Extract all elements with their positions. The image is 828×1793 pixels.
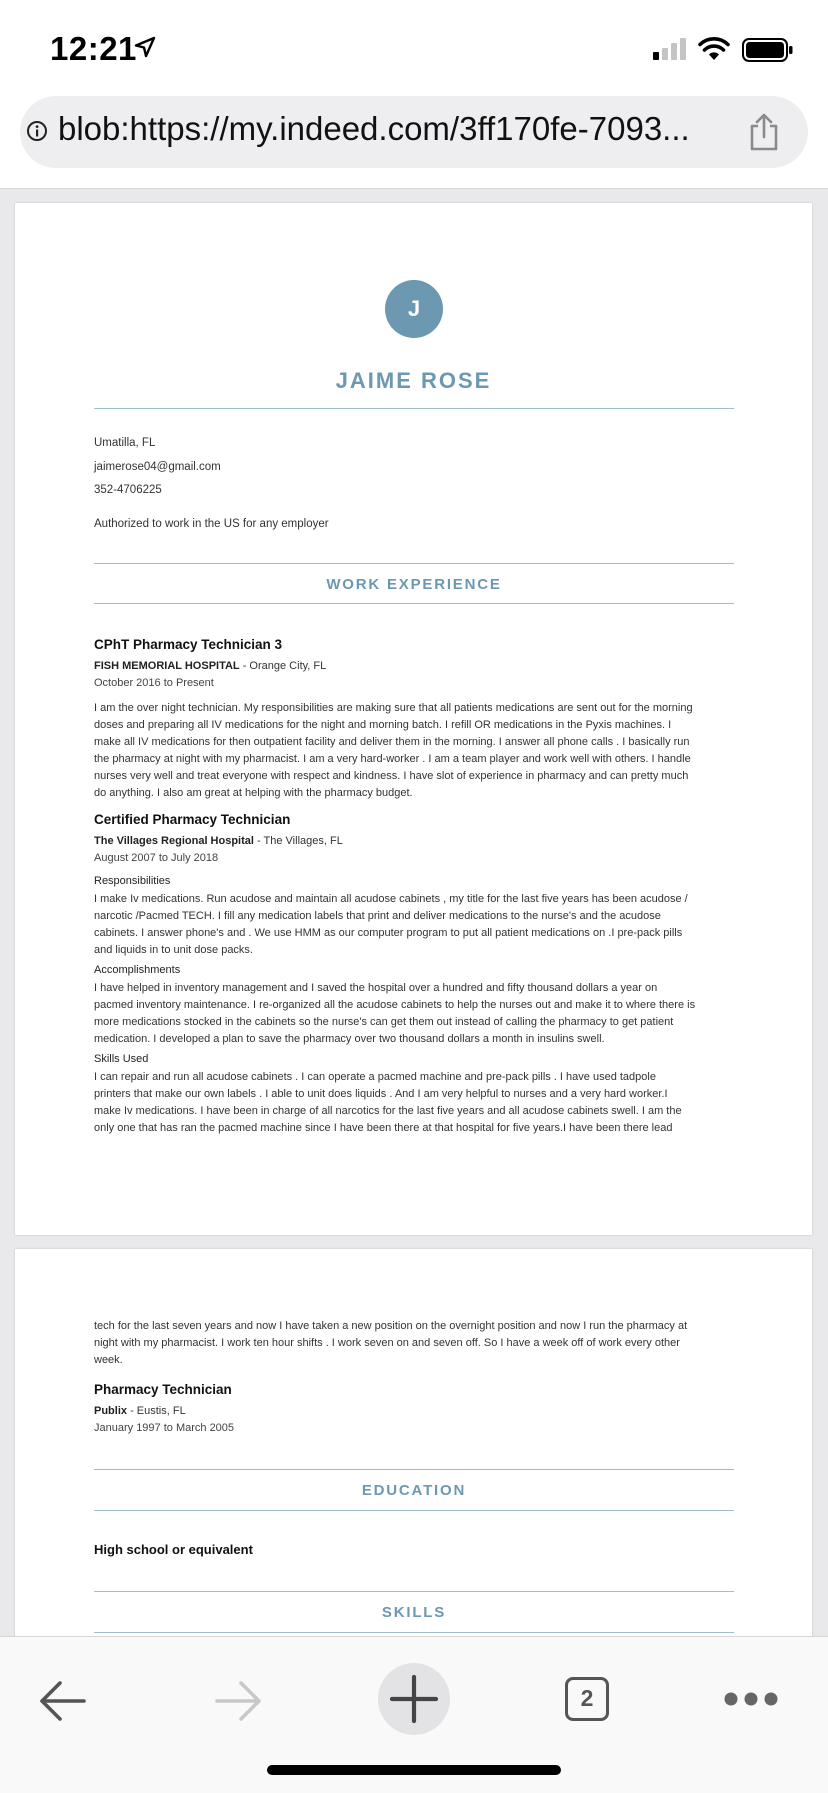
info-icon[interactable] (26, 120, 48, 142)
home-indicator[interactable] (267, 1765, 561, 1775)
section-work-experience: WORK EXPERIENCE (326, 576, 502, 593)
employer-location: - Orange City, FL (239, 660, 327, 672)
job-company (94, 1405, 186, 1417)
location-arrow-icon (134, 36, 156, 58)
divider (94, 563, 734, 564)
browser-address-area (0, 96, 828, 189)
more-dots-icon[interactable] (722, 1689, 780, 1709)
work-authorization: Authorized to work in the US for any employer (94, 518, 329, 530)
new-tab-button[interactable] (378, 1663, 450, 1735)
employer-name: FISH MEMORIAL HOSPITAL (94, 660, 240, 672)
job-description: I am the over night technician. My responsibilities are making sure that all patients medications are sent out for the morning doses and preparing all IV medications for the night and morning batch. I refill OR medications in the Pyxis machines. I make all IV medications for then outpatient facility and deliver them in the morning. I answer all phone calls . I basically run the pharmacy at night with my pharmacist. I am a very hard-worker . I am a team player and work well with others. I handle nurses very well and treat everyone with respect and kindness. I have slot of experience in pharmacy and can pretty much do anything. I also am great at helping with the pharmacy budget. (94, 702, 693, 799)
contact-phone: 352-4706225 (94, 484, 162, 496)
job-dates: August 2007 to July 2018 (94, 852, 219, 864)
address-bar[interactable] (20, 96, 808, 168)
education-degree: High school or equivalent (94, 1542, 253, 1557)
job-title: Certified Pharmacy Technician (94, 812, 291, 827)
url-text[interactable]: blob:https://my.indeed.com/3ff170fe-7093... (58, 110, 690, 147)
tabs-count-icon[interactable]: 2 (565, 1677, 609, 1721)
divider (94, 1510, 734, 1511)
avatar: J (385, 280, 443, 338)
wifi-icon (698, 35, 730, 61)
new-tab-plus-icon (378, 1663, 450, 1735)
responsibilities-heading: Responsibilities (94, 875, 171, 887)
divider (94, 1632, 734, 1633)
responsibilities-text: I make Iv medications. Run acudose and maintain all acudose cabinets , my title for the last five years has been acudose / narcotic /Pacmed TECH. I fill any medication labels that print and deliver medications to the nurse's and the acudose cabinets. I answer phone's and . We use HMM as our computer program to put all patient medications on .I pre-pack pills and liquids in to unit dose packs. (94, 893, 688, 956)
job-title: CPhT Pharmacy Technician 3 (94, 637, 283, 652)
skills-used-heading: Skills Used (94, 1053, 149, 1065)
cellular-signal-icon (652, 38, 688, 60)
accomplishments-heading: Accomplishments (94, 964, 181, 976)
skills-used-text: I can repair and run all acudose cabinets . I can operate a pacmed machine and pre-pack pills . I have used tadpole printers that make our own labels . I able to unit does liquids . And I am very helpful to nurses and a very hard worker.I make Iv medications. I have been in charge of all narcotics for the last five years and all acudose cabinets swell. I am the only one that has ran the pacmed machine since I have been there at that hospital for five years.I have been there lead (94, 1071, 682, 1134)
resume-page-1 (15, 203, 812, 1235)
job-company (94, 835, 343, 847)
section-education: EDUCATION (361, 1482, 467, 1499)
job-dates: January 1997 to March 2005 (94, 1422, 235, 1434)
skills-used-text-continued: tech for the last seven years and now I have taken a new position on the overnight position and now I run the pharmacy at night with my pharmacist. I work ten hour shifts . I work seven on and seven off. So I have a week off of work every other week. (94, 1320, 688, 1366)
employer-name: The Villages Regional Hospital (94, 835, 254, 847)
job-company (94, 660, 326, 672)
employer-name: Publix (94, 1405, 128, 1417)
contact-location: Umatilla, FL (94, 437, 156, 449)
divider (94, 408, 734, 409)
back-arrow-icon[interactable] (38, 1679, 88, 1723)
status-time: 12:21 (50, 30, 137, 67)
share-icon[interactable] (746, 112, 782, 152)
forward-arrow-icon[interactable] (213, 1679, 263, 1723)
divider (94, 603, 734, 604)
section-skills: SKILLS (381, 1604, 447, 1621)
divider (94, 1469, 734, 1470)
employer-location: - Eustis, FL (127, 1405, 186, 1417)
resume-name: JAIME ROSE (335, 368, 492, 393)
job-dates: October 2016 to Present (94, 677, 214, 689)
accomplishments-text: I have helped in inventory management and I saved the hospital over a hundred and fifty thousand dollars a year on pacmed inventory maintenance. I re-organized all the acudose cabinets to help the nurses out and make it to where there is more medications stocked in the cabinets so the nurse's can get them out instead of calling the pharmacy to get patient medication. I developed a plan to save the pharmacy over two thousand dollars a month in insulins swell. (94, 982, 696, 1045)
contact-email: jaimerose04@gmail.com (94, 461, 221, 473)
resume-page-2 (15, 1249, 812, 1649)
divider (94, 1591, 734, 1592)
job-title: Pharmacy Technician (94, 1382, 232, 1397)
status-bar (0, 0, 828, 96)
employer-location: - The Villages, FL (253, 835, 343, 847)
battery-icon (742, 38, 794, 62)
